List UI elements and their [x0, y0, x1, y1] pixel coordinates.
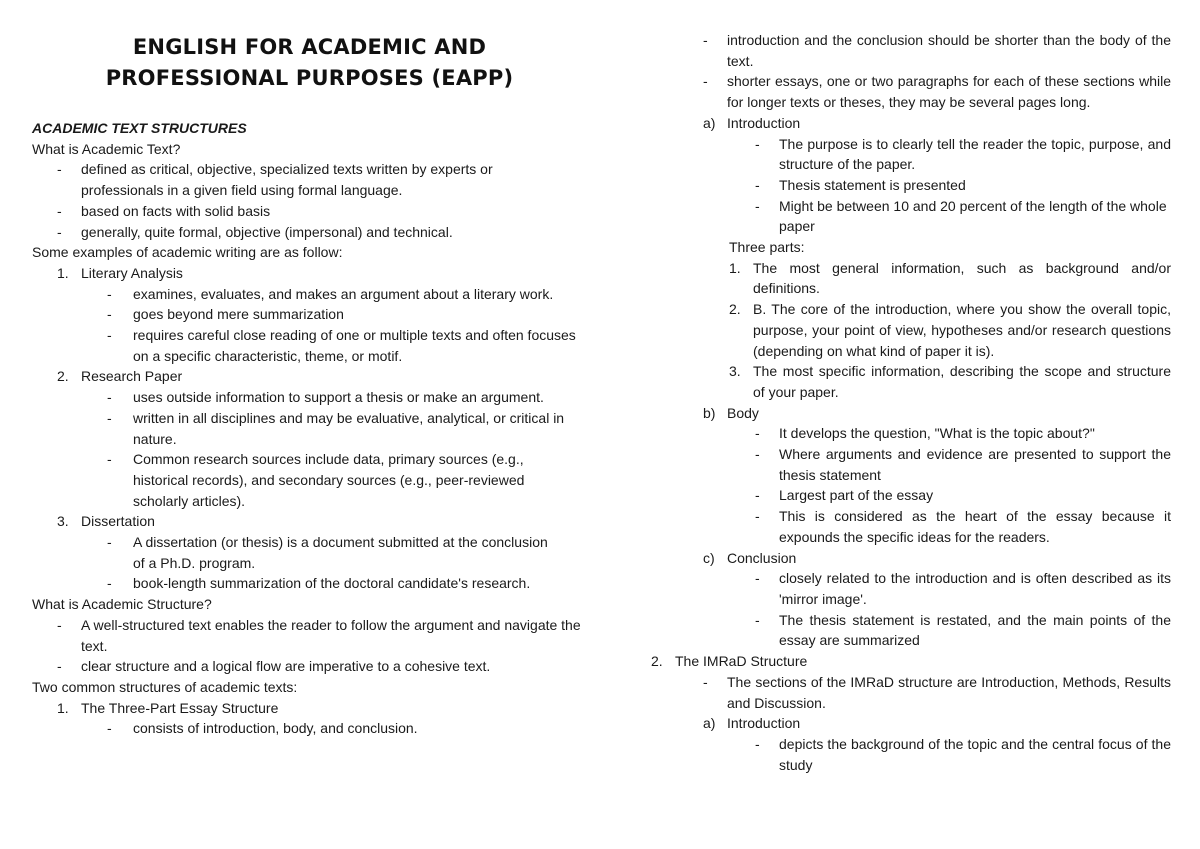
list-item [32, 615, 587, 656]
item-letter: a) [703, 715, 716, 732]
dash-marker: - [107, 409, 112, 426]
left-column [32, 0, 587, 739]
list-item-text: It develops the question, "What is the topic about?" [779, 425, 1095, 442]
dash-marker: - [57, 202, 62, 219]
dash-marker: - [755, 508, 760, 525]
item-number: 1. [57, 699, 69, 716]
numbered-item [651, 361, 1171, 402]
lettered-item [651, 548, 1171, 569]
lettered-item [651, 113, 1171, 134]
list-item-text: uses outside information to support a thesis or make an argument. [133, 389, 544, 406]
dash-marker: - [107, 534, 112, 551]
list-item-text: This is considered as the heart of the essay because it expounds the specific ideas for the readers. [779, 508, 1171, 545]
list-item-text: The purpose is to clearly tell the reader the topic, purpose, and structure of the paper. [779, 135, 1171, 173]
numbered-item [651, 299, 1171, 361]
list-item [32, 718, 587, 739]
item-label: Research Paper [81, 368, 183, 385]
item-number: 2. [57, 368, 69, 385]
list-item [651, 71, 1171, 112]
list-item-text: Might be between 10 and 20 percent of the length of the whole paper [779, 197, 1167, 235]
item-label: Conclusion [727, 549, 797, 566]
item-letter: a) [703, 114, 716, 131]
list-item-text: shorter essays, one or two paragraphs for each of these sections while for longer texts or theses, they may be several pages long. [727, 73, 1171, 111]
list-item [32, 656, 587, 677]
list-item [32, 387, 587, 408]
item-text: The most specific information, describing the scope and structure of your paper. [753, 363, 1171, 400]
list-item [651, 175, 1171, 196]
dash-marker: - [107, 306, 112, 323]
list-item [651, 134, 1171, 175]
item-label: The Three-Part Essay Structure [81, 699, 279, 716]
dash-marker: - [703, 73, 708, 90]
document-title [32, 32, 587, 94]
list-item-text: goes beyond mere summarization [133, 306, 344, 323]
list-item-text: consists of introduction, body, and conclusion. [133, 720, 418, 737]
dash-marker: - [755, 176, 760, 193]
item-label: Introduction [727, 715, 801, 732]
list-item [651, 485, 1171, 506]
dash-marker: - [755, 487, 760, 504]
list-item [651, 734, 1171, 775]
list-item [32, 325, 587, 366]
list-item [32, 449, 587, 511]
numbered-item [651, 651, 1171, 672]
dash-marker: - [755, 425, 760, 442]
list-item [651, 506, 1171, 547]
list-item [32, 284, 587, 305]
item-number: 3. [57, 513, 69, 530]
title-line-2: PROFESSIONAL PURPOSES (EAPP) [105, 66, 514, 90]
list-item-text: clear structure and a logical flow are imperative to a cohesive text. [81, 658, 491, 675]
lettered-item [651, 713, 1171, 734]
item-number: 3. [729, 363, 741, 380]
examples-intro: Some examples of academic writing are as follow: [32, 244, 343, 261]
list-item-text: defined as critical, objective, specialized texts written by experts or professionals in a given field using formal language. [81, 161, 493, 199]
list-item [651, 610, 1171, 651]
list-item-text: Common research sources include data, primary sources (e.g., historical records), and secondary sources (e.g., peer-reviewed scholarly articles). [133, 451, 525, 509]
dash-marker: - [703, 32, 708, 48]
list-item-text: closely related to the introduction and is often described as its 'mirror image'. [779, 570, 1171, 607]
dash-marker: - [57, 161, 62, 178]
list-item [651, 444, 1171, 485]
list-item-text: examines, evaluates, and makes an argument about a literary work. [133, 285, 554, 302]
dash-marker: - [703, 673, 708, 690]
item-label: Dissertation [81, 513, 155, 530]
item-letter: c) [703, 549, 715, 566]
list-item [32, 222, 587, 243]
lettered-item [651, 403, 1171, 424]
item-label: The IMRaD Structure [675, 653, 808, 670]
list-item-text: The thesis statement is restated, and the main points of the essay are summarized [779, 611, 1171, 649]
item-text: The most general information, such as background and/or definitions. [753, 259, 1171, 297]
item-number: 1. [57, 264, 69, 281]
dash-marker: - [107, 575, 112, 592]
list-item [651, 196, 1171, 237]
dash-marker: - [107, 285, 112, 302]
item-letter: b) [703, 404, 716, 421]
list-item [32, 408, 587, 449]
list-item-text: A well-structured text enables the reader to follow the argument and navigate the text. [81, 616, 581, 654]
list-item [651, 423, 1171, 444]
question-academic-structure: What is Academic Structure? [32, 596, 212, 613]
dash-marker: - [107, 451, 112, 468]
dash-marker: - [755, 197, 760, 214]
numbered-item [651, 258, 1171, 299]
item-number: 2. [729, 301, 741, 318]
list-item-text: based on facts with solid basis [81, 202, 271, 219]
list-item-text: Largest part of the essay [779, 487, 934, 504]
dash-marker: - [57, 223, 62, 240]
list-item [32, 159, 587, 200]
list-item-text: The sections of the IMRaD structure are Introduction, Methods, Results and Discussion. [727, 673, 1171, 711]
list-item [32, 201, 587, 222]
numbered-item [32, 263, 587, 284]
dash-marker: - [755, 735, 760, 752]
item-label: Introduction [727, 114, 801, 131]
title-line-1: ENGLISH FOR ACADEMIC AND [132, 35, 487, 59]
list-item-text: requires careful close reading of one or multiple texts and often focuses on a specific characteristic, theme, or motif. [133, 327, 576, 364]
list-item [651, 568, 1171, 609]
numbered-item [32, 698, 587, 719]
list-item-text: depicts the background of the topic and the central focus of the study [779, 735, 1171, 773]
numbered-item [32, 511, 587, 532]
list-item-text: written in all disciplines and may be evaluative, analytical, or critical in nature. [133, 409, 565, 447]
dash-marker: - [755, 135, 760, 152]
list-item-text: generally, quite formal, objective (impersonal) and technical. [81, 223, 453, 240]
dash-marker: - [755, 570, 760, 587]
list-item [651, 30, 1171, 71]
three-parts-label: Three parts: [729, 239, 805, 256]
list-item-text: introduction and the conclusion should be shorter than the body of the text. [727, 32, 1171, 69]
list-item-text: Where arguments and evidence are presented to support the thesis statement [779, 446, 1171, 483]
dash-marker: - [107, 389, 112, 406]
item-number: 1. [729, 259, 741, 276]
section-heading: ACADEMIC TEXT STRUCTURES [32, 120, 247, 136]
list-item [32, 532, 587, 573]
dash-marker: - [107, 720, 112, 737]
numbered-item [32, 366, 587, 387]
dash-marker: - [755, 611, 760, 628]
dash-marker: - [755, 446, 760, 463]
dash-marker: - [107, 327, 112, 344]
dash-marker: - [57, 658, 62, 675]
list-item-text: A dissertation (or thesis) is a document submitted at the conclusion of a Ph.D. program. [133, 534, 548, 571]
dash-marker: - [57, 616, 62, 633]
list-item-text: Thesis statement is presented [779, 176, 966, 193]
structures-intro: Two common structures of academic texts: [32, 678, 298, 695]
item-text: B. The core of the introduction, where you show the overall topic, purpose, your point of view, hypotheses and/or research questions (depending on what kind of paper it is). [753, 301, 1171, 359]
item-label: Body [727, 404, 759, 421]
right-column [651, 0, 1171, 775]
question-academic-text: What is Academic Text? [32, 140, 181, 157]
list-item-text: book-length summarization of the doctoral candidate's research. [133, 575, 531, 592]
item-number: 2. [651, 653, 663, 670]
list-item [32, 573, 587, 594]
item-label: Literary Analysis [81, 264, 183, 281]
list-item [651, 672, 1171, 713]
list-item [32, 304, 587, 325]
